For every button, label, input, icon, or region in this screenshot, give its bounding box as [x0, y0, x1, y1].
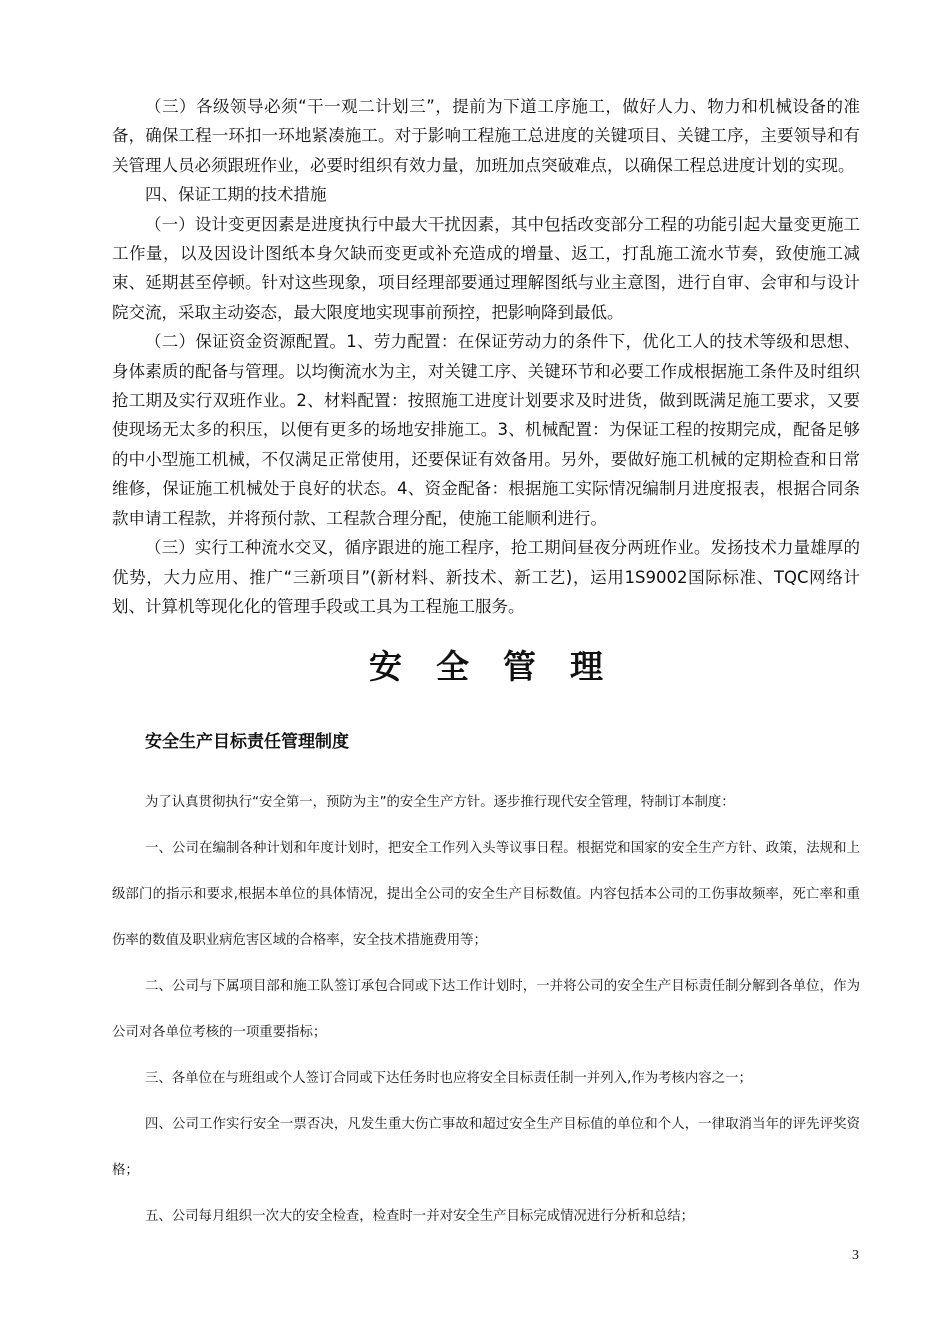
- page-number: 3: [852, 1248, 859, 1263]
- main-title: 安全管理: [369, 647, 637, 686]
- rule-item-4: 四、公司工作实行安全一票否决，凡发生重大伤亡事故和超过安全生产目标值的单位和个人，一律取消当年的评先评奖资格；: [112, 1117, 860, 1178]
- rule-item-5: 五、公司每月组织一次大的安全检查，检查时一并对安全生产目标完成情况进行分析和总结；: [145, 1209, 695, 1224]
- rule-item-2: 二、公司与下属项目部和施工队签订承包合同或下达工作计划时，一并将公司的安全生产目标责任制分解到各单位，作为公司对各单位考核的一项重要指标；: [112, 979, 860, 1040]
- schedule-measures-section: [112, 92, 860, 621]
- paragraph-intro: 为了认真贯彻执行“安全第一，预防为主”的安全生产方针。逐步推行现代安全管理，特制订本制度：: [145, 795, 735, 810]
- rule-item-3: 三、各单位在与班组或个人签订合同或下达任务时也应将安全目标责任制一并列入,作为考核内容之一；: [145, 1071, 752, 1086]
- section-title: 安全生产目标责任管理制度: [145, 732, 349, 752]
- paragraph-flow-work: （三）实行工种流水交叉，循序跟进的施工程序，抢工期间昼夜分两班作业。发扬技术力量雄厚的优势，大力应用、推广“三新项目”(新材料、新技术、新工艺)，运用1S9002国际标准、TQC网络计划、计算机等现化化的管理手段或工具为工程施工服务。: [112, 538, 860, 616]
- paragraph-resource-allocation: （二）保证资金资源配置。1、劳力配置：在保证劳动力的条件下，优化工人的技术等级和思想、身体素质的配备与管理。以均衡流水为主，对关键工序、关键环节和必要工作成根据施工条件及时组织抢工期及实行双班作业。2、材料配置：按照施工进度计划要求及时进货，做到既满足施工要求，又要使现场无太多的积压，以便有更多的场地安排施工。3、机械配置：为保证工程的按期完成，配备足够的中小型施工机械，不仅满足正常使用，还要保证有效备用。另外，要做好施工机械的定期检查和日常维修，保证施工机械处于良好的状态。4、资金配备：根据施工实际情况编制月进度报表，根据合同条款申请工程款，并将预付款、工程款合理分配，使施工能顺利进行。: [112, 332, 860, 528]
- rule-item-1: 一、公司在编制各种计划和年度计划时，把安全工作列入头等议事日程。根据党和国家的安全生产方针、政策，法规和上级部门的指示和要求,根据本单位的具体情况，提出全公司的安全生产目标数值。内容包括本公司的工伤事故频率，死亡率和重伤率的数值及职业病危害区域的合格率，安全技术措施费用等；: [112, 841, 860, 948]
- heading-technical-measures: 四、保证工期的技术措施: [145, 185, 327, 205]
- paragraph-design-change: （一）设计变更因素是进度执行中最大干扰因素，其中包括改变部分工程的功能引起大量变更施工工作量，以及因设计图纸本身欠缺而变更或补充造成的增量、返工，打乱施工流水节奏，致使施工减束、延期甚至停顿。针对这些现象，项目经理部要通过理解图纸与业主意图，进行自审、会审和与设计院交流，采取主动姿态，最大限度地实现事前预控，把影响降到最低。: [112, 214, 860, 322]
- paragraph-leadership: （三）各级领导必须“干一观二计划三”，提前为下道工序施工，做好人力、物力和机械设备的准备，确保工程一环扣一环地紧凑施工。对于影响工程施工总进度的关键项目、关键工序，主要领导和有关管理人员必须跟班作业，必要时组织有效力量，加班加点突破难点，以确保工程总进度计划的实现。: [112, 97, 860, 175]
- safety-rules-section: [112, 780, 860, 1240]
